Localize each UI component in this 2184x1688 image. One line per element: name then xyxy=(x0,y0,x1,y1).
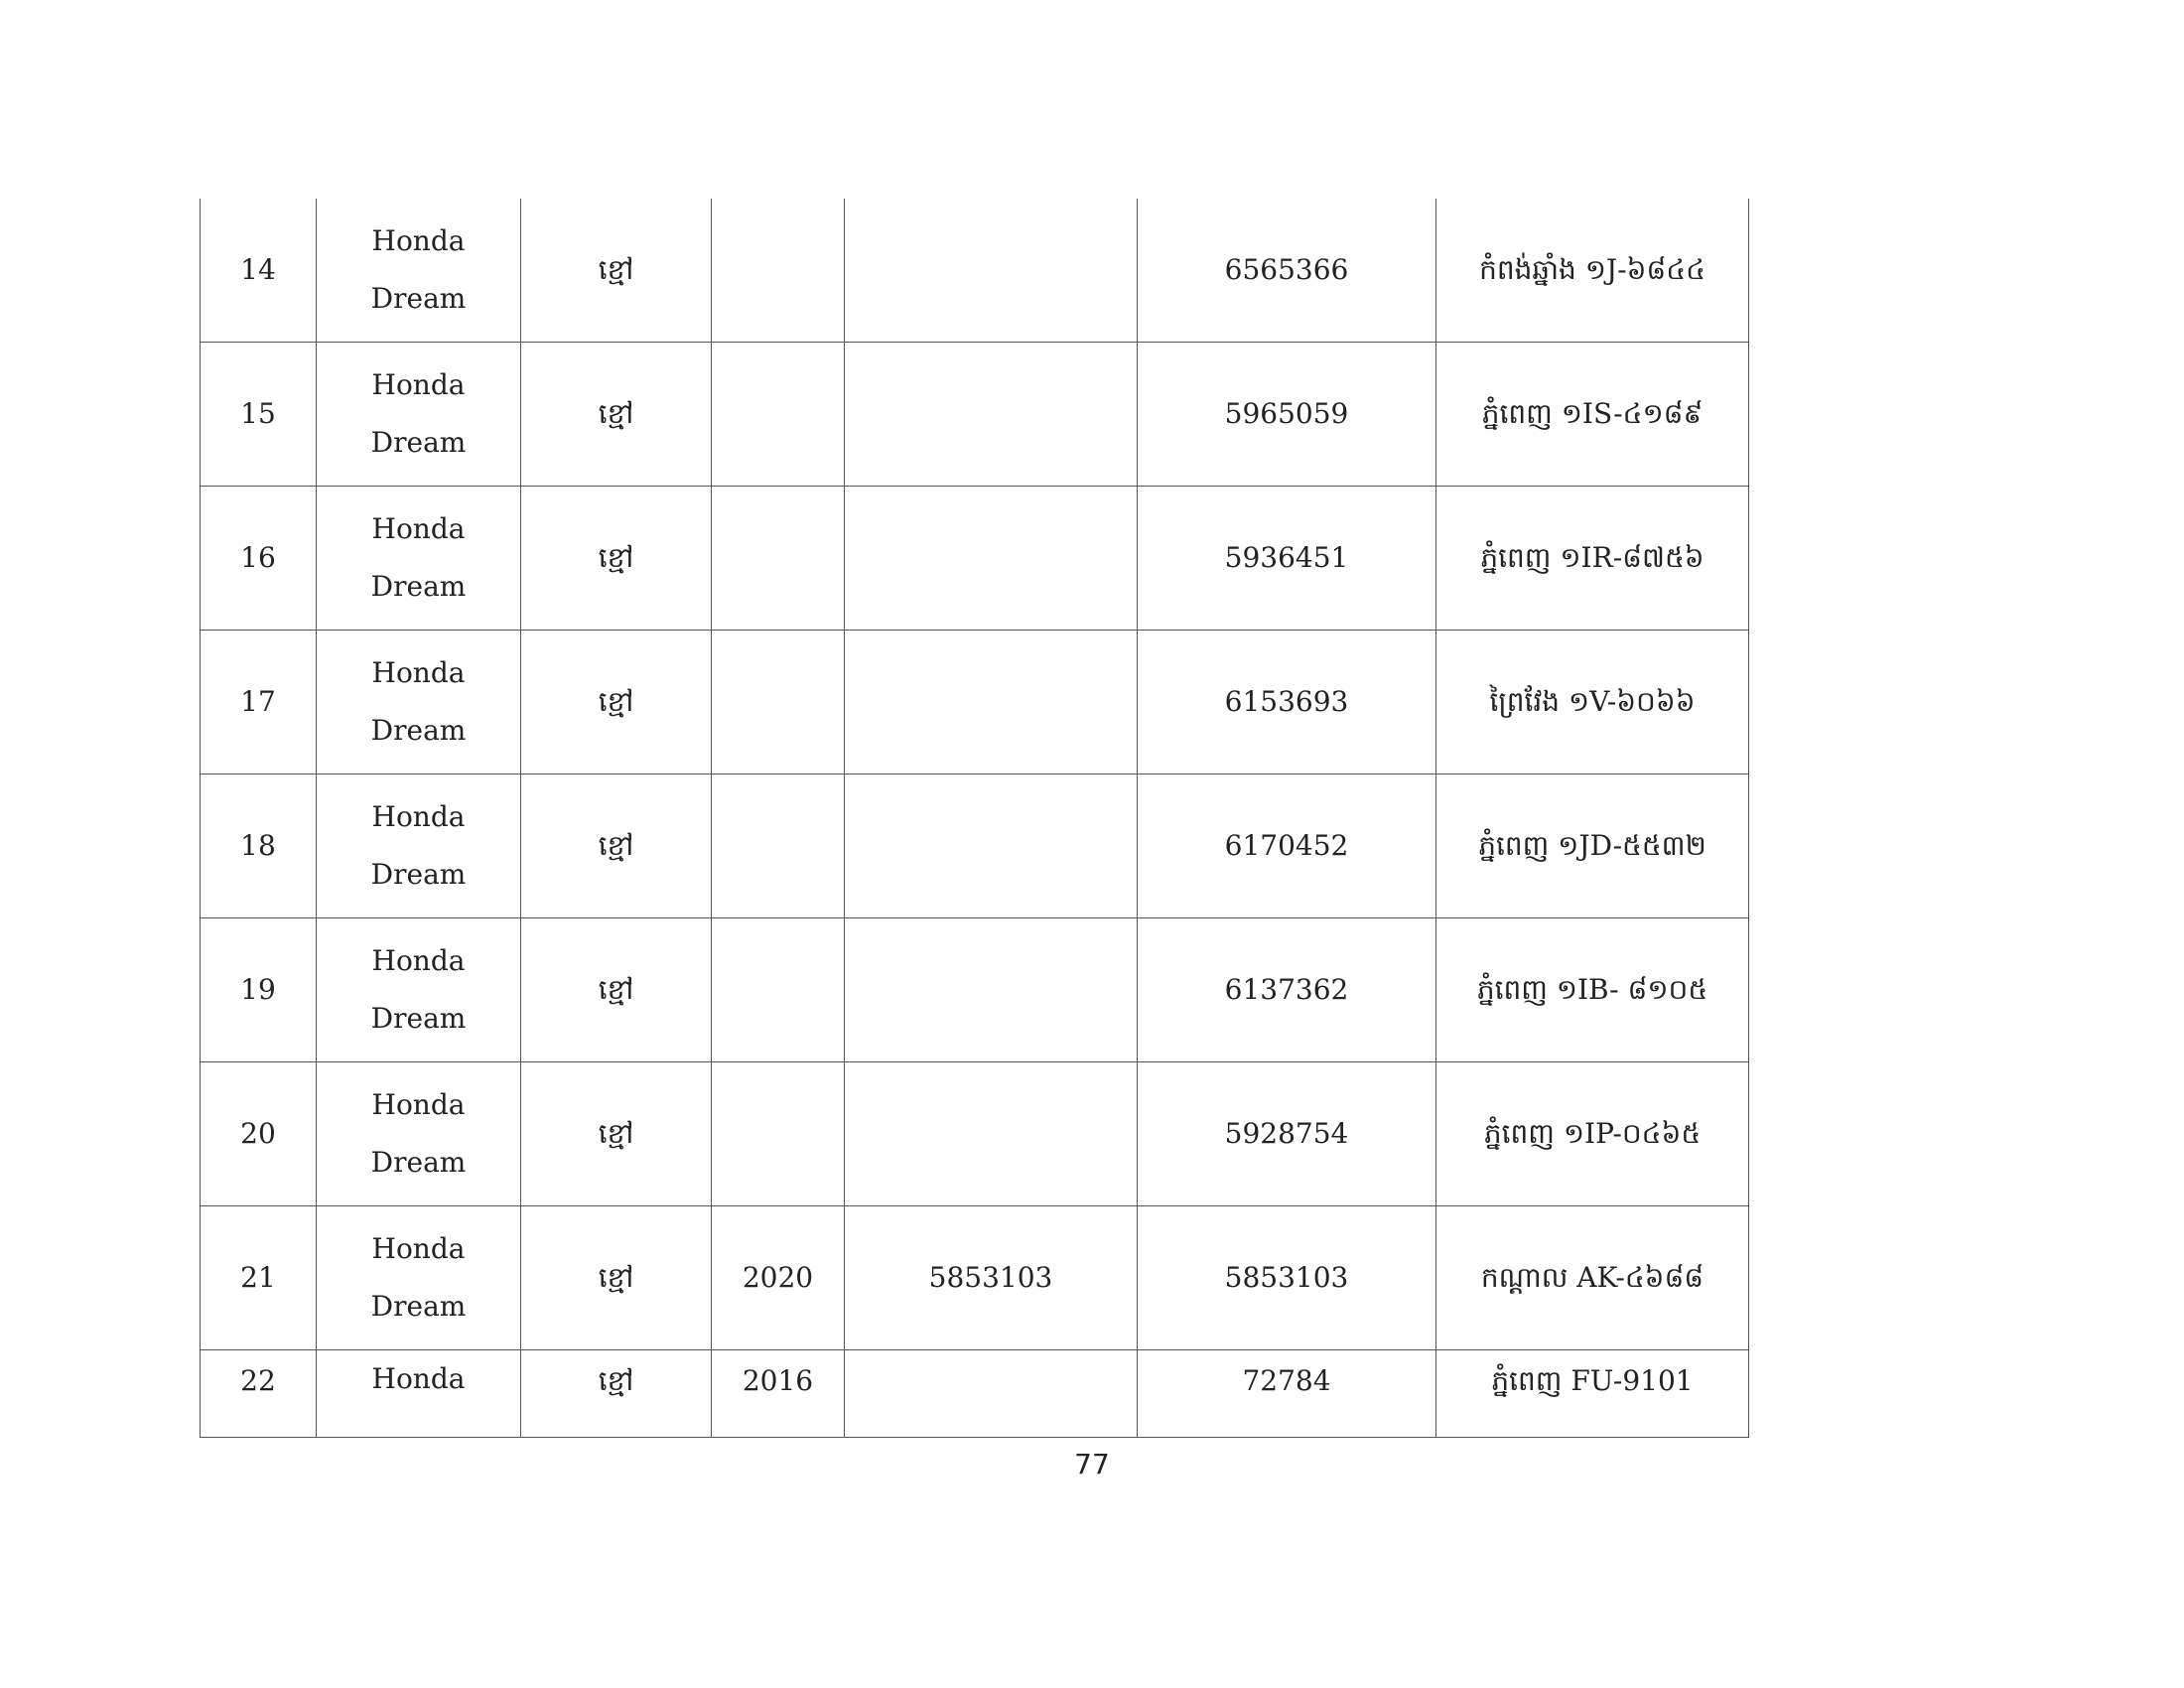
vehicle-year xyxy=(712,918,845,1062)
row-number: 17 xyxy=(201,631,317,774)
vehicle-model-name: Dream xyxy=(370,570,467,603)
table-row xyxy=(201,774,1749,918)
table-row xyxy=(201,631,1749,774)
vehicle-year xyxy=(712,487,845,631)
engine-number: 6153693 xyxy=(1138,631,1436,774)
table-row xyxy=(201,487,1749,631)
chassis-number xyxy=(845,774,1138,918)
plate-number: ភ្នំពេញ ១JD-៥៥៣២ xyxy=(1436,774,1749,918)
vehicle-make: Honda xyxy=(371,800,466,833)
engine-number: 5965059 xyxy=(1138,343,1436,487)
vehicle-year xyxy=(712,631,845,774)
vehicle-model-name: Dream xyxy=(370,282,467,315)
vehicle-make: Honda xyxy=(371,512,466,545)
vehicle-model xyxy=(317,1350,521,1438)
row-number: 15 xyxy=(201,343,317,487)
vehicle-model-name: Dream xyxy=(370,1002,467,1035)
vehicle-model xyxy=(317,343,521,487)
engine-number: 6137362 xyxy=(1138,918,1436,1062)
vehicle-year xyxy=(712,199,845,343)
vehicle-model-name: Dream xyxy=(370,1290,467,1323)
chassis-number xyxy=(845,1062,1138,1206)
table-row xyxy=(201,343,1749,487)
vehicle-make: Honda xyxy=(371,1362,466,1395)
engine-number: 5928754 xyxy=(1138,1062,1436,1206)
engine-number: 6565366 xyxy=(1138,199,1436,343)
row-number: 22 xyxy=(201,1350,317,1438)
chassis-number xyxy=(845,918,1138,1062)
row-number: 14 xyxy=(201,199,317,343)
vehicle-color: ខ្មៅ xyxy=(521,1062,712,1206)
vehicle-model xyxy=(317,487,521,631)
table-row xyxy=(201,1350,1749,1438)
vehicle-model xyxy=(317,199,521,343)
vehicle-color: ខ្មៅ xyxy=(521,343,712,487)
vehicle-make: Honda xyxy=(371,224,466,257)
vehicle-color: ខ្មៅ xyxy=(521,631,712,774)
row-number: 16 xyxy=(201,487,317,631)
plate-number: ភ្នំពេញ FU-9101 xyxy=(1436,1350,1749,1438)
chassis-number xyxy=(845,1350,1138,1438)
vehicle-year xyxy=(712,774,845,918)
plate-number: ភ្នំពេញ ១IR-៨៧៥៦ xyxy=(1436,487,1749,631)
vehicle-make: Honda xyxy=(371,368,466,401)
vehicle-model-name: Dream xyxy=(370,426,467,459)
vehicle-year: 2020 xyxy=(712,1206,845,1350)
chassis-number xyxy=(845,487,1138,631)
vehicle-color: ខ្មៅ xyxy=(521,1206,712,1350)
vehicle-make: Honda xyxy=(371,944,466,977)
row-number: 20 xyxy=(201,1062,317,1206)
page-number: 77 xyxy=(1074,1448,1110,1480)
plate-number: ព្រៃវែង ១V-៦០៦៦ xyxy=(1436,631,1749,774)
table-row xyxy=(201,199,1749,343)
vehicle-color: ខ្មៅ xyxy=(521,199,712,343)
engine-number: 6170452 xyxy=(1138,774,1436,918)
vehicle-table xyxy=(200,199,1749,1438)
engine-number: 5936451 xyxy=(1138,487,1436,631)
plate-number: ភ្នំពេញ ១IP-០៤៦៥ xyxy=(1436,1062,1749,1206)
vehicle-make: Honda xyxy=(371,656,466,689)
vehicle-model xyxy=(317,1062,521,1206)
vehicle-color: ខ្មៅ xyxy=(521,1350,712,1438)
vehicle-model-name: Dream xyxy=(370,1146,467,1179)
vehicle-color: ខ្មៅ xyxy=(521,774,712,918)
plate-number: កំពង់ឆ្នាំង ១J-៦៨៤៤ xyxy=(1436,199,1749,343)
engine-number: 72784 xyxy=(1138,1350,1436,1438)
vehicle-model-name: Dream xyxy=(370,858,467,891)
engine-number: 5853103 xyxy=(1138,1206,1436,1350)
row-number: 18 xyxy=(201,774,317,918)
vehicle-year xyxy=(712,343,845,487)
table-row xyxy=(201,1206,1749,1350)
vehicle-model-name: Dream xyxy=(370,714,467,747)
table-row xyxy=(201,918,1749,1062)
vehicle-color: ខ្មៅ xyxy=(521,487,712,631)
vehicle-year xyxy=(712,1062,845,1206)
row-number: 19 xyxy=(201,918,317,1062)
vehicle-model xyxy=(317,631,521,774)
chassis-number: 5853103 xyxy=(845,1206,1138,1350)
plate-number: កណ្តាល AK-៤៦៨៨ xyxy=(1436,1206,1749,1350)
chassis-number xyxy=(845,343,1138,487)
vehicle-make: Honda xyxy=(371,1088,466,1121)
chassis-number xyxy=(845,631,1138,774)
vehicle-color: ខ្មៅ xyxy=(521,918,712,1062)
vehicle-year: 2016 xyxy=(712,1350,845,1438)
plate-number: ភ្នំពេញ ១IB- ៨១០៥ xyxy=(1436,918,1749,1062)
plate-number: ភ្នំពេញ ១IS-៤១៨៩ xyxy=(1436,343,1749,487)
row-number: 21 xyxy=(201,1206,317,1350)
vehicle-model xyxy=(317,774,521,918)
chassis-number xyxy=(845,199,1138,343)
vehicle-model xyxy=(317,918,521,1062)
table-row xyxy=(201,1062,1749,1206)
vehicle-model xyxy=(317,1206,521,1350)
vehicle-make: Honda xyxy=(371,1232,466,1265)
